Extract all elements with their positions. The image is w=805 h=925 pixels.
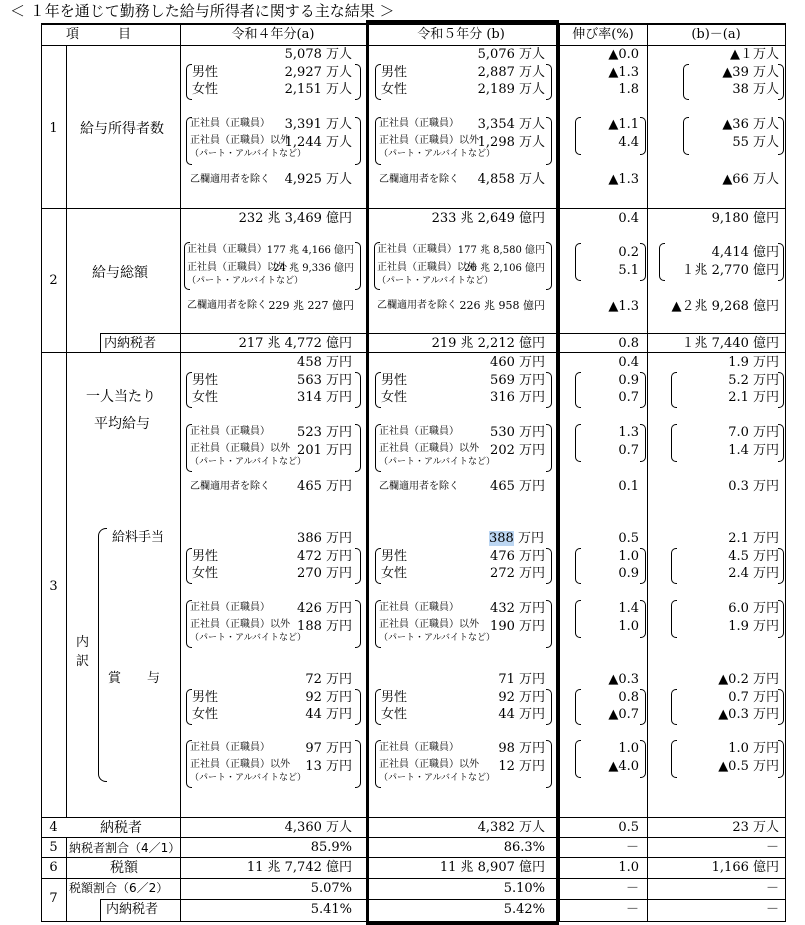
page-title: ＜ １年を通じて勤務した給与所得者に関する主な結果 ＞	[10, 2, 395, 20]
bonus-label: 賞 与	[108, 671, 161, 686]
header-r4: 令和４年分(a)	[231, 27, 315, 42]
row-number: 6	[49, 860, 58, 875]
header-r5: 令和５年分 (b)	[417, 27, 505, 42]
row-number: 1	[49, 121, 58, 136]
row-label-2: 平均給与	[94, 416, 150, 432]
row-label: 一人当たり	[86, 389, 156, 405]
row-number: 7	[49, 891, 58, 906]
row-label: 税額	[110, 860, 138, 876]
kyuryo-label: 給料手当	[112, 530, 165, 545]
row-sublabel: 内納税者	[104, 336, 157, 351]
row-number: 5	[49, 840, 58, 855]
uchiwake-brace	[98, 528, 107, 782]
uchiwake-label: 内	[76, 635, 90, 650]
row-label: 税額割合（6／2）	[69, 881, 169, 895]
header-diff: (b)－(a)	[691, 27, 741, 42]
header-item: 項 目	[66, 27, 132, 42]
row-label: 給与所得者数	[80, 121, 164, 137]
row-number: 4	[49, 820, 58, 835]
selected-text[interactable]: 388	[489, 531, 514, 546]
row-number: 3	[49, 579, 58, 594]
row-label: 納税者	[100, 820, 142, 836]
header-rate: 伸び率(%)	[572, 27, 634, 42]
row-label: 給与総額	[92, 265, 148, 281]
row-label: 納税者割合（4／1）	[69, 841, 181, 855]
row-number: 2	[49, 273, 58, 288]
kyuryo-r5-value: 388 万円	[489, 531, 544, 546]
row-sublabel: 内納税者	[106, 902, 159, 917]
